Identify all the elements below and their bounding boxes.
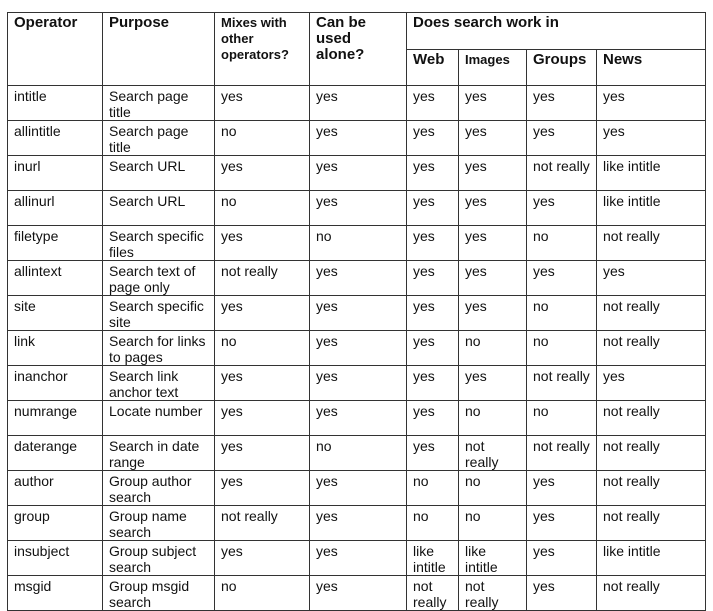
cell-alone: yes [310, 576, 407, 611]
header-news: News [597, 50, 706, 86]
cell-news: not really [597, 296, 706, 331]
table-row [8, 296, 706, 331]
cell-web: like intitle [407, 541, 459, 576]
cell-alone: yes [310, 471, 407, 506]
table-row [8, 541, 706, 576]
cell-web: yes [407, 366, 459, 401]
cell-images: yes [459, 296, 527, 331]
table-row [8, 366, 706, 401]
cell-news: yes [597, 121, 706, 156]
cell-alone: yes [310, 191, 407, 226]
header-mixes: Mixes with other operators? [215, 13, 310, 86]
cell-images: no [459, 506, 527, 541]
table-row [8, 86, 706, 121]
cell-news: yes [597, 261, 706, 296]
cell-groups: yes [527, 86, 597, 121]
operators-table [7, 12, 706, 611]
table-row [8, 436, 706, 471]
cell-groups: yes [527, 506, 597, 541]
cell-purpose: Group msgid search [103, 576, 215, 611]
cell-operator: group [8, 506, 103, 541]
header-operator: Operator [8, 13, 103, 86]
cell-mixes: no [215, 191, 310, 226]
table-row [8, 191, 706, 226]
cell-operator: filetype [8, 226, 103, 261]
cell-groups: yes [527, 121, 597, 156]
cell-mixes: no [215, 331, 310, 366]
cell-groups: yes [527, 471, 597, 506]
cell-images: like intitle [459, 541, 527, 576]
cell-news: not really [597, 436, 706, 471]
cell-news: not really [597, 226, 706, 261]
cell-operator: author [8, 471, 103, 506]
table-row [8, 506, 706, 541]
cell-groups: not really [527, 156, 597, 191]
cell-purpose: Search URL [103, 191, 215, 226]
cell-web: yes [407, 261, 459, 296]
cell-news: like intitle [597, 541, 706, 576]
cell-purpose: Search for links to pages [103, 331, 215, 366]
cell-images: no [459, 401, 527, 436]
cell-mixes: yes [215, 471, 310, 506]
table-row [8, 401, 706, 436]
header-images: Images [459, 50, 527, 86]
cell-purpose: Group name search [103, 506, 215, 541]
header-groups: Groups [527, 50, 597, 86]
cell-images: yes [459, 261, 527, 296]
cell-purpose: Search in date range [103, 436, 215, 471]
cell-operator: allintitle [8, 121, 103, 156]
table-header [8, 13, 706, 86]
cell-groups: not really [527, 436, 597, 471]
cell-mixes: no [215, 576, 310, 611]
cell-web: yes [407, 191, 459, 226]
cell-web: yes [407, 296, 459, 331]
cell-groups: yes [527, 576, 597, 611]
cell-mixes: not really [215, 261, 310, 296]
cell-mixes: no [215, 121, 310, 156]
table-row [8, 156, 706, 191]
cell-groups: no [527, 226, 597, 261]
cell-images: yes [459, 366, 527, 401]
cell-mixes: not really [215, 506, 310, 541]
cell-operator: allintext [8, 261, 103, 296]
cell-operator: allinurl [8, 191, 103, 226]
cell-news: not really [597, 401, 706, 436]
cell-alone: yes [310, 86, 407, 121]
cell-news: like intitle [597, 191, 706, 226]
cell-groups: no [527, 331, 597, 366]
cell-web: yes [407, 436, 459, 471]
cell-groups: yes [527, 191, 597, 226]
cell-operator: inanchor [8, 366, 103, 401]
cell-purpose: Search link anchor text [103, 366, 215, 401]
cell-images: yes [459, 86, 527, 121]
cell-web: yes [407, 401, 459, 436]
cell-operator: daterange [8, 436, 103, 471]
cell-web: yes [407, 156, 459, 191]
cell-images: yes [459, 121, 527, 156]
cell-images: not really [459, 576, 527, 611]
header-purpose: Purpose [103, 13, 215, 86]
cell-mixes: yes [215, 401, 310, 436]
cell-news: not really [597, 331, 706, 366]
cell-purpose: Search page title [103, 121, 215, 156]
table-row [8, 331, 706, 366]
cell-purpose: Search specific site [103, 296, 215, 331]
cell-alone: yes [310, 331, 407, 366]
cell-operator: msgid [8, 576, 103, 611]
cell-alone: no [310, 226, 407, 261]
cell-mixes: yes [215, 156, 310, 191]
cell-web: no [407, 471, 459, 506]
cell-mixes: yes [215, 226, 310, 261]
cell-web: no [407, 506, 459, 541]
cell-purpose: Group author search [103, 471, 215, 506]
cell-mixes: yes [215, 296, 310, 331]
cell-mixes: yes [215, 436, 310, 471]
cell-news: not really [597, 576, 706, 611]
cell-news: not really [597, 471, 706, 506]
table-row [8, 471, 706, 506]
cell-groups: no [527, 296, 597, 331]
cell-alone: yes [310, 261, 407, 296]
cell-groups: yes [527, 541, 597, 576]
cell-alone: no [310, 436, 407, 471]
cell-operator: insubject [8, 541, 103, 576]
cell-news: yes [597, 86, 706, 121]
cell-alone: yes [310, 121, 407, 156]
cell-web: yes [407, 226, 459, 261]
cell-web: yes [407, 331, 459, 366]
table-row [8, 121, 706, 156]
cell-mixes: yes [215, 86, 310, 121]
cell-groups: not really [527, 366, 597, 401]
header-search-group: Does search work in [407, 13, 706, 50]
cell-images: yes [459, 156, 527, 191]
cell-news: not really [597, 506, 706, 541]
cell-purpose: Search text of page only [103, 261, 215, 296]
header-alone: Can be used alone? [310, 13, 407, 86]
cell-web: yes [407, 121, 459, 156]
cell-news: yes [597, 366, 706, 401]
cell-purpose: Locate number [103, 401, 215, 436]
cell-purpose: Search page title [103, 86, 215, 121]
cell-images: not really [459, 436, 527, 471]
cell-alone: yes [310, 401, 407, 436]
cell-alone: yes [310, 296, 407, 331]
cell-alone: yes [310, 541, 407, 576]
cell-alone: yes [310, 366, 407, 401]
cell-news: like intitle [597, 156, 706, 191]
cell-mixes: yes [215, 366, 310, 401]
cell-mixes: yes [215, 541, 310, 576]
cell-operator: intitle [8, 86, 103, 121]
cell-images: yes [459, 226, 527, 261]
cell-web: yes [407, 86, 459, 121]
cell-alone: yes [310, 156, 407, 191]
header-web: Web [407, 50, 459, 86]
cell-operator: site [8, 296, 103, 331]
cell-alone: yes [310, 506, 407, 541]
table-body [8, 86, 706, 611]
cell-operator: link [8, 331, 103, 366]
cell-purpose: Search specific files [103, 226, 215, 261]
cell-groups: no [527, 401, 597, 436]
cell-operator: numrange [8, 401, 103, 436]
cell-images: no [459, 471, 527, 506]
cell-images: no [459, 331, 527, 366]
cell-web: not really [407, 576, 459, 611]
cell-groups: yes [527, 261, 597, 296]
table-row [8, 226, 706, 261]
cell-images: yes [459, 191, 527, 226]
cell-purpose: Search URL [103, 156, 215, 191]
cell-purpose: Group subject search [103, 541, 215, 576]
table-row [8, 261, 706, 296]
cell-operator: inurl [8, 156, 103, 191]
table-row [8, 576, 706, 611]
